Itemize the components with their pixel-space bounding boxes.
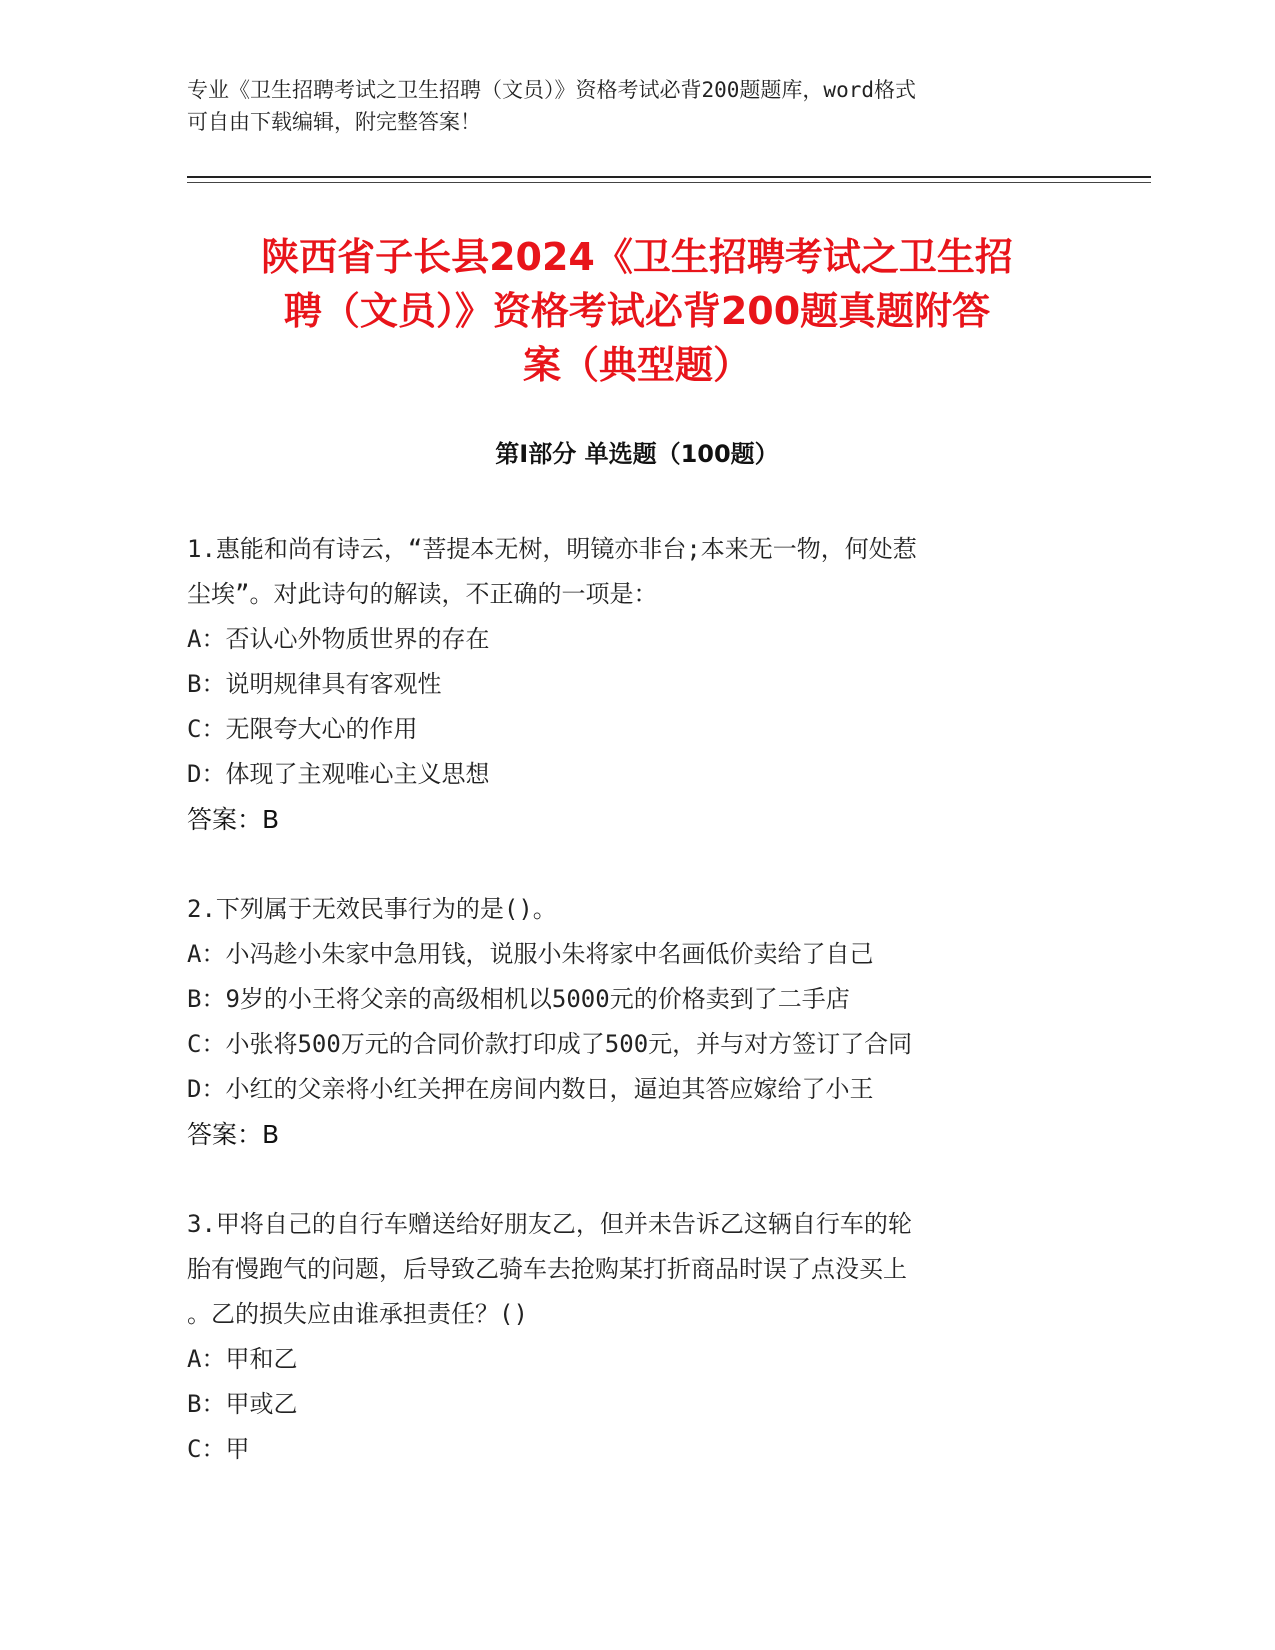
- question-stem-line: 2.下列属于无效民事行为的是()。: [187, 895, 557, 923]
- option-b: B：甲或乙: [187, 1390, 298, 1418]
- option-b: B：9岁的小王将父亲的高级相机以5000元的价格卖到了二手店: [187, 985, 850, 1013]
- answer: 答案：B: [187, 1120, 280, 1149]
- option-c: C：甲: [187, 1435, 250, 1463]
- option-d: D：小红的父亲将小红关押在房间内数日，逼迫其答应嫁给了小王: [187, 1075, 874, 1103]
- option-c: C：无限夸大心的作用: [187, 715, 418, 743]
- option-a: A：甲和乙: [187, 1345, 298, 1373]
- question-stem-line: 尘埃”。对此诗句的解读，不正确的一项是：: [187, 580, 658, 608]
- option-b: B：说明规律具有客观性: [187, 670, 442, 698]
- header-note-line-1: 专业《卫生招聘考试之卫生招聘（文员）》资格考试必背200题题库，word格式: [187, 78, 916, 102]
- question-stem-line: 3.甲将自己的自行车赠送给好朋友乙，但并未告诉乙这辆自行车的轮: [187, 1210, 912, 1238]
- question-1: [187, 527, 1067, 842]
- document-title-line-3: 案（典型题）: [522, 343, 751, 387]
- question-list: [187, 527, 1067, 1517]
- answer: 答案：B: [187, 805, 280, 834]
- header-divider-thick: [187, 176, 1151, 178]
- question-3: [187, 1202, 1067, 1472]
- question-2: [187, 887, 1067, 1157]
- header-divider-thin: [187, 182, 1151, 183]
- header-note: [187, 74, 1067, 138]
- option-d: D：体现了主观唯心主义思想: [187, 760, 490, 788]
- question-stem-line: 。乙的损失应由谁承担责任？(): [187, 1300, 528, 1328]
- question-stem-line: 胎有慢跑气的问题，后导致乙骑车去抢购某打折商品时误了点没买上: [187, 1255, 907, 1283]
- option-a: A：否认心外物质世界的存在: [187, 625, 490, 653]
- option-a: A：小冯趁小朱家中急用钱，说服小朱将家中名画低价卖给了自己: [187, 940, 874, 968]
- document-title-line-1: 陕西省子长县2024《卫生招聘考试之卫生招: [261, 235, 1013, 279]
- option-c: C：小张将500万元的合同价款打印成了500元，并与对方签订了合同: [187, 1030, 913, 1058]
- document-title: [187, 230, 1087, 392]
- header-note-line-2: 可自由下载编辑，附完整答案！: [187, 110, 481, 134]
- section-title: 第Ⅰ部分 单选题（100题）: [495, 440, 779, 468]
- question-stem-line: 1.惠能和尚有诗云，“菩提本无树，明镜亦非台;本来无一物，何处惹: [187, 535, 917, 563]
- document-title-line-2: 聘（文员）》资格考试必背200题真题附答: [283, 289, 991, 333]
